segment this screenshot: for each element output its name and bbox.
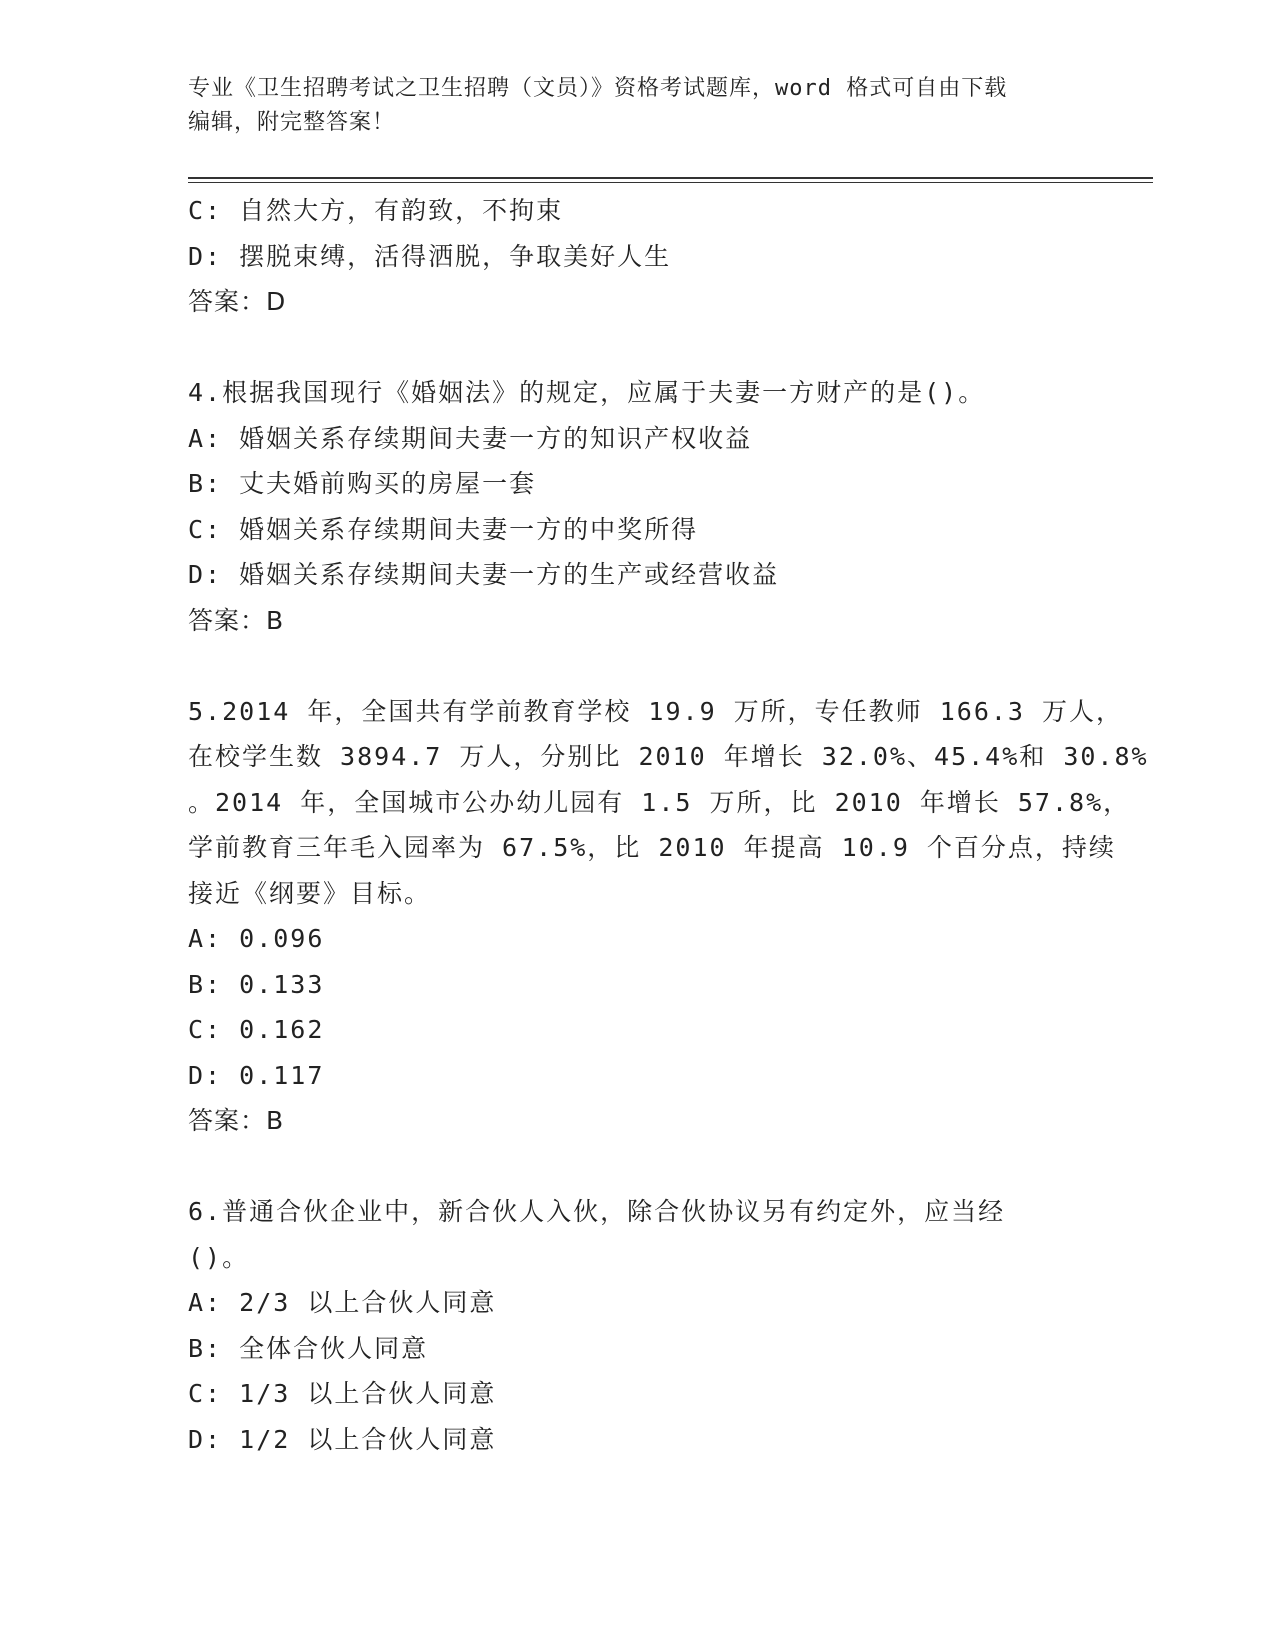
question-line: B: 0.133 <box>188 969 325 999</box>
question-line: C: 1/3 以上合伙人同意 <box>188 1379 497 1408</box>
question-line: 在校学生数 3894.7 万人，分别比 2010 年增长 32.0%、45.4%和 30.8% <box>188 742 1149 771</box>
question-line: 学前教育三年毛入园率为 67.5%，比 2010 年提高 10.9 个百分点，持续 <box>188 833 1116 862</box>
question-line: C: 婚姻关系存续期间夫妻一方的中奖所得 <box>188 514 699 544</box>
blank-line <box>188 1144 1108 1190</box>
question-line: C: 0.162 <box>188 1015 325 1044</box>
blank-line <box>188 643 1108 689</box>
header-divider-thin <box>188 182 1153 183</box>
document-header <box>188 72 1088 140</box>
answer-line: 答案：B <box>188 1106 285 1135</box>
question-line: B: 全体合伙人同意 <box>188 1333 429 1363</box>
question-line: 6.普通合伙企业中，新合伙人入伙，除合伙协议另有约定外，应当经 <box>188 1197 1006 1226</box>
question-line: B: 丈夫婚前购买的房屋一套 <box>188 469 537 498</box>
question-line: D: 摆脱束缚，活得洒脱，争取美好人生 <box>188 241 672 271</box>
question-line: C: 自然大方，有韵致，不拘束 <box>188 196 564 225</box>
answer-line: 答案：D <box>188 287 287 316</box>
question-line: A: 婚姻关系存续期间夫妻一方的知识产权收益 <box>188 423 753 453</box>
question-line: 4.根据我国现行《婚姻法》的规定，应属于夫妻一方财产的是()。 <box>188 378 986 407</box>
header-divider-thick <box>188 177 1153 179</box>
header-title-line-2: 编辑，附完整答案！ <box>188 110 396 135</box>
blank-line <box>188 325 1108 371</box>
question-line: 接近《纲要》目标。 <box>188 878 432 908</box>
question-line: D: 1/2 以上合伙人同意 <box>188 1424 497 1454</box>
question-body <box>188 188 1149 1462</box>
question-line: A: 2/3 以上合伙人同意 <box>188 1288 497 1317</box>
question-line: 。2014 年，全国城市公办幼儿园有 1.5 万所，比 2010 年增长 57.8%， <box>188 787 1131 817</box>
answer-line: 答案：B <box>188 605 285 635</box>
question-line: D: 婚姻关系存续期间夫妻一方的生产或经营收益 <box>188 560 780 589</box>
header-title-line-1: 专业《卫生招聘考试之卫生招聘（文员）》资格考试题库，word 格式可自由下载 <box>188 76 1008 101</box>
question-line: A: 0.096 <box>188 924 325 953</box>
question-line: ()。 <box>188 1242 250 1272</box>
question-line: D: 0.117 <box>188 1060 325 1090</box>
question-line: 5.2014 年，全国共有学前教育学校 19.9 万所，专任教师 166.3 万人， <box>188 696 1124 726</box>
